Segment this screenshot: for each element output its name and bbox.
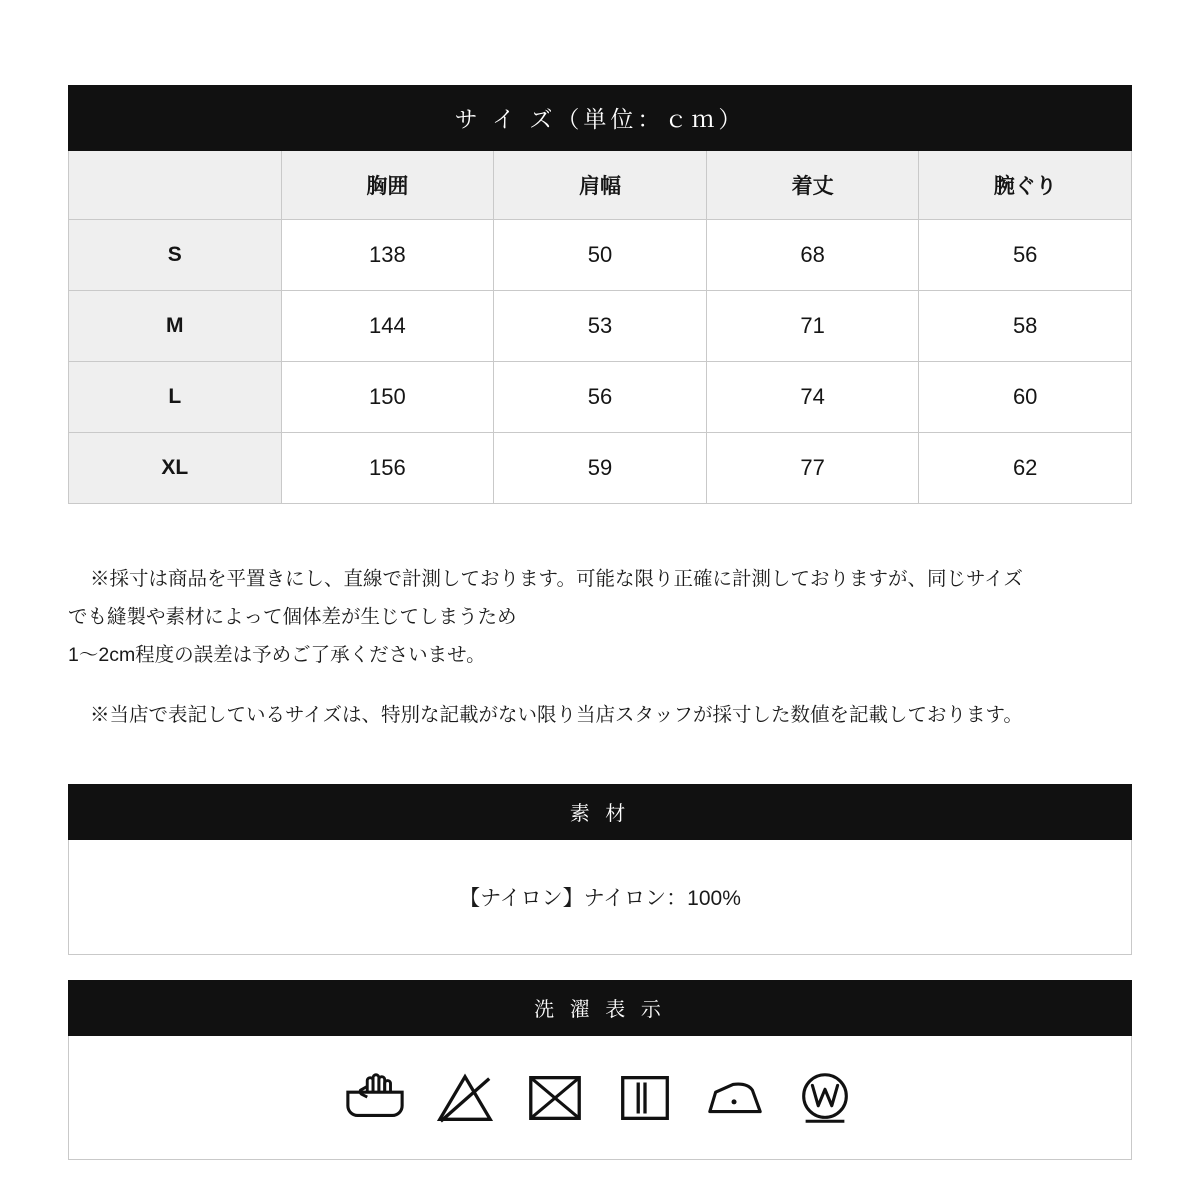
table-row — [69, 433, 1132, 504]
column-header-length: 着丈 — [706, 151, 919, 220]
drip-dry-in-shade-icon — [614, 1067, 676, 1129]
note-line-3: 1〜2cm程度の誤差は予めご了承くださいませ。 — [68, 644, 486, 667]
row-label-xl: XL — [69, 433, 282, 504]
cell-s-shoulder: 50 — [494, 220, 707, 291]
material-header: 素 材 — [68, 784, 1132, 840]
size-table — [68, 85, 1132, 504]
hand-wash-icon — [344, 1067, 406, 1129]
row-label-m: M — [69, 291, 282, 362]
size-table-title: サ イ ズ（単位：ｃｍ） — [69, 86, 1132, 151]
table-row — [69, 291, 1132, 362]
measurement-notes — [68, 562, 1132, 737]
column-header-bust: 胸囲 — [281, 151, 494, 220]
do-not-tumble-dry-icon — [524, 1067, 586, 1129]
size-table-header-row — [69, 151, 1132, 220]
cell-xl-bust: 156 — [281, 433, 494, 504]
row-label-l: L — [69, 362, 282, 433]
wet-clean-icon — [794, 1067, 856, 1129]
cell-m-shoulder: 53 — [494, 291, 707, 362]
cell-m-bust: 144 — [281, 291, 494, 362]
cell-l-shoulder: 56 — [494, 362, 707, 433]
note-line-4: ※当店で表記しているサイズは、特別な記載がない限り当店スタッフが採寸した数値を記載しております。 — [90, 704, 1023, 727]
cell-s-bust: 138 — [281, 220, 494, 291]
cell-l-armhole: 60 — [919, 362, 1132, 433]
cell-m-length: 71 — [706, 291, 919, 362]
material-body: 【ナイロン】ナイロン：100% — [68, 840, 1132, 955]
cell-l-bust: 150 — [281, 362, 494, 433]
note-line-1: ※採寸は商品を平置きにし、直線で計測しております。可能な限り正確に計測しておりますが、同じサイズ — [90, 568, 1023, 590]
material-section — [68, 784, 1132, 955]
cell-xl-shoulder: 59 — [494, 433, 707, 504]
cell-m-armhole: 58 — [919, 291, 1132, 362]
column-header-shoulder: 肩幅 — [494, 151, 707, 220]
cell-s-length: 68 — [706, 220, 919, 291]
size-table-section — [68, 85, 1132, 504]
note-line-2: でも縫製や素材によって個体差が生じてしまうため — [68, 606, 517, 629]
table-row — [69, 362, 1132, 433]
cell-l-length: 74 — [706, 362, 919, 433]
table-row — [69, 220, 1132, 291]
wash-care-body — [68, 1036, 1132, 1160]
iron-low-heat-icon — [704, 1067, 766, 1129]
size-table-title-row — [69, 86, 1132, 151]
cell-xl-armhole: 62 — [919, 433, 1132, 504]
size-table-corner — [69, 151, 282, 220]
wash-care-section — [68, 980, 1132, 1160]
cell-xl-length: 77 — [706, 433, 919, 504]
row-label-s: S — [69, 220, 282, 291]
wash-care-header: 洗 濯 表 示 — [68, 980, 1132, 1036]
do-not-bleach-icon — [434, 1067, 496, 1129]
column-header-armhole: 腕ぐり — [919, 151, 1132, 220]
cell-s-armhole: 56 — [919, 220, 1132, 291]
